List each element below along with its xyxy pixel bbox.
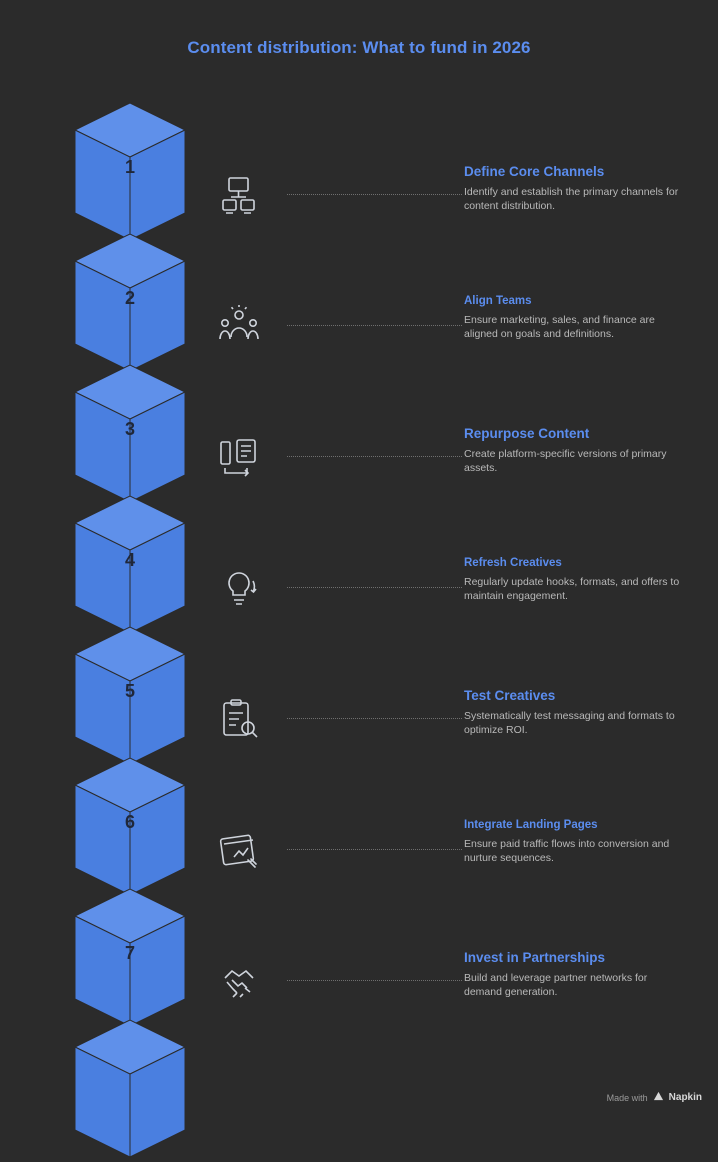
- connector-dots: [287, 587, 462, 588]
- step-title: Repurpose Content: [464, 426, 590, 441]
- connector-dots: [287, 718, 462, 719]
- step-text-3: [464, 426, 684, 475]
- step-description: Systematically test messaging and formats to optimize ROI.: [464, 710, 675, 736]
- network-devices-icon: [215, 172, 263, 220]
- cube-number: 6: [124, 812, 135, 832]
- step-description: Ensure marketing, sales, and finance are aligned on goals and definitions.: [464, 314, 655, 340]
- step-title: Refresh Creatives: [464, 557, 562, 569]
- step-description: Regularly update hooks, formats, and offers to maintain engagement.: [464, 576, 680, 602]
- cube-number: 7: [124, 943, 135, 963]
- step-text-7: [464, 950, 684, 999]
- step-row-3: [215, 426, 685, 524]
- team-celebration-icon: [215, 303, 263, 351]
- step-text-1: [464, 164, 684, 213]
- step-text-6: [464, 819, 684, 865]
- cube-block-6: [55, 750, 205, 900]
- footer-watermark: [607, 1091, 702, 1104]
- step-title: Invest in Partnerships: [464, 950, 606, 965]
- step-row-5: [215, 688, 685, 786]
- step-text-4: [464, 557, 684, 603]
- napkin-logo-icon: [653, 1091, 664, 1104]
- step-row-2: [215, 295, 685, 393]
- cube-stack: [55, 95, 205, 1085]
- cube-block-4: [55, 488, 205, 638]
- cube-number: 5: [124, 681, 135, 701]
- step-title: Define Core Channels: [464, 164, 605, 179]
- cube-block-2: [55, 226, 205, 376]
- cube-number: 1: [124, 157, 135, 177]
- cube-number: 2: [124, 288, 135, 308]
- partnership-handshake-icon: [215, 958, 263, 1006]
- landing-page-link-icon: [215, 827, 263, 875]
- repurpose-document-icon: [215, 434, 263, 482]
- brand-name: Napkin: [668, 1092, 702, 1103]
- lightbulb-refresh-icon: [215, 565, 263, 613]
- cube-number: 3: [124, 419, 135, 439]
- cube-block-7: [55, 881, 205, 1031]
- step-title: Align Teams: [464, 295, 532, 307]
- step-description: Build and leverage partner networks for demand generation.: [464, 972, 648, 998]
- connector-dots: [287, 456, 462, 457]
- step-row-7: [215, 950, 685, 1048]
- cube-block-5: [55, 619, 205, 769]
- cube-block-base: [55, 1012, 205, 1162]
- cube-number: 4: [124, 550, 135, 570]
- connector-dots: [287, 980, 462, 981]
- cube-block-3: [55, 357, 205, 507]
- step-title: Test Creatives: [464, 688, 556, 703]
- made-with-label: Made with: [606, 1092, 648, 1103]
- step-text-5: [464, 688, 684, 737]
- step-text-2: [464, 295, 684, 341]
- step-title: Integrate Landing Pages: [464, 819, 598, 831]
- step-row-4: [215, 557, 685, 655]
- step-description: Ensure paid traffic flows into conversion and nurture sequences.: [464, 838, 670, 864]
- connector-dots: [287, 194, 462, 195]
- page-title: Content distribution: What to fund in 2026: [187, 38, 531, 57]
- connector-dots: [287, 849, 462, 850]
- step-row-6: [215, 819, 685, 917]
- step-description: Create platform-specific versions of primary assets.: [464, 448, 667, 474]
- step-row-1: [215, 164, 685, 262]
- clipboard-search-icon: [215, 696, 263, 744]
- connector-dots: [287, 325, 462, 326]
- step-description: Identify and establish the primary channels for content distribution.: [464, 186, 679, 212]
- cube-block-1: [55, 95, 205, 245]
